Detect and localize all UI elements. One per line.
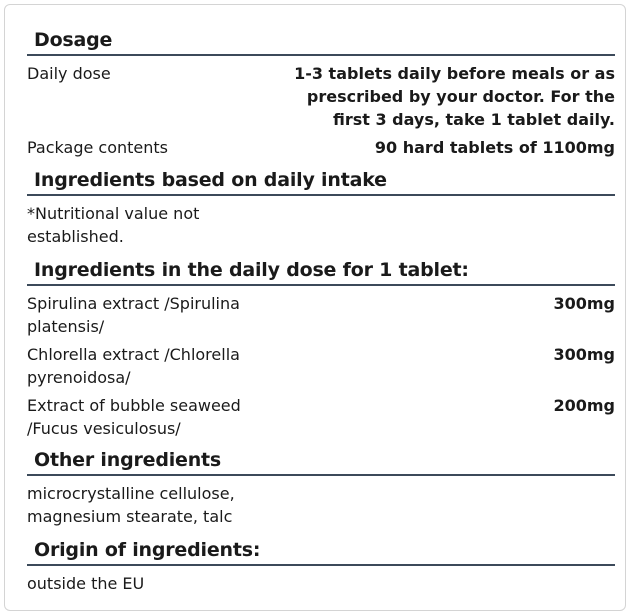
ingredient-row-seaweed <box>27 394 615 440</box>
row-label: Package contents <box>27 138 168 157</box>
detail-row-package-contents <box>27 136 615 160</box>
section-heading-dosage <box>27 25 615 56</box>
daily-intake-note: *Nutritional value not established. <box>27 204 200 246</box>
ingredient-row-chlorella <box>27 343 615 389</box>
section-heading-origin <box>27 535 615 566</box>
section-heading-other-ingredients <box>27 445 615 476</box>
section-title: Dosage <box>34 29 113 51</box>
ingredient-amount: 300mg <box>553 345 615 364</box>
origin-text: outside the EU <box>27 574 145 593</box>
row-value: 90 hard tablets of 1100mg <box>374 138 615 157</box>
section-title: Ingredients based on daily intake <box>34 169 387 191</box>
ingredient-name: Chlorella extract /Chlorella pyrenoidosa/ <box>27 345 240 387</box>
other-ingredients-text: microcrystalline cellulose, magnesium stearate, talc <box>27 484 235 526</box>
section-title: Origin of ingredients: <box>34 539 261 561</box>
row-label: Daily dose <box>27 64 111 83</box>
section-heading-daily-dose-ingredients <box>27 255 615 286</box>
ingredient-row-spirulina <box>27 292 615 338</box>
detail-row-daily-dose <box>27 62 615 132</box>
ingredient-amount: 300mg <box>553 294 615 313</box>
ingredient-name: Spirulina extract /Spirulina platensis/ <box>27 294 240 336</box>
ingredient-amount: 200mg <box>553 396 615 415</box>
row-value: 1-3 tablets daily before meals or as prescribed by your doctor. For the first 3 days, take 1 tablet daily. <box>294 64 615 129</box>
section-title: Ingredients in the daily dose for 1 tablet: <box>34 259 469 281</box>
ingredient-name: Extract of bubble seaweed /Fucus vesiculosus/ <box>27 396 241 438</box>
product-info-panel <box>4 4 626 611</box>
section-title: Other ingredients <box>34 449 222 471</box>
section-heading-daily-intake <box>27 165 615 196</box>
